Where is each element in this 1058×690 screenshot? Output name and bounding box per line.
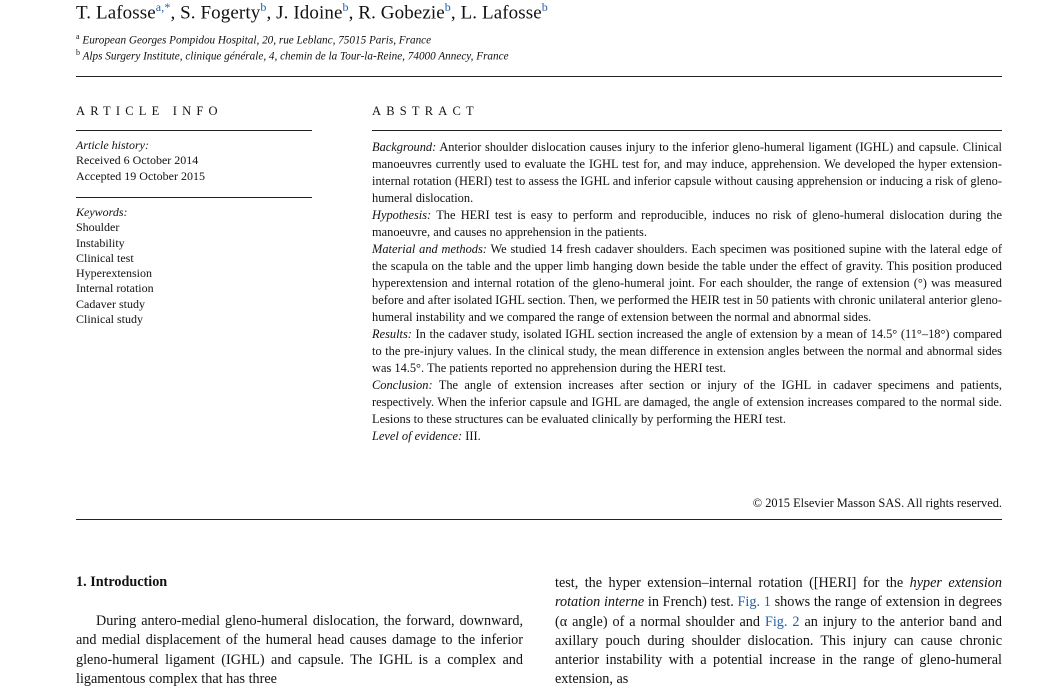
author-name[interactable]: J. Idoine	[276, 2, 343, 24]
author-affil-sup[interactable]: b	[260, 0, 267, 14]
author-name[interactable]: L. Lafosse	[460, 2, 542, 24]
keywords-label: Keywords:	[76, 205, 128, 219]
author-affil-sup[interactable]: b	[342, 0, 349, 14]
article-history	[76, 138, 312, 184]
figure-1-link[interactable]: Fig. 1	[737, 594, 771, 611]
affiliation-a: $^a$ European Georges Pompidou Hospital, 20, rue Leblanc, 75015 Paris, France	[76, 32, 432, 47]
abstract-hypothesis: Hypothesis: The HERI test is easy to perform and reproducible, induces no risk of gleno-humeral dislocation during the manoeuvre, and causes no apprehension in the patients.	[372, 208, 1002, 239]
author-affil-sup[interactable]: a,*	[155, 0, 171, 14]
article-info-divider	[76, 130, 312, 131]
abstract-level-of-evidence: Level of evidence: III.	[372, 429, 481, 443]
article-info-heading: ARTICLE INFO	[76, 104, 223, 118]
abstract-heading: ABSTRACT	[372, 104, 479, 118]
abstract-methods: Material and methods: We studied 14 fresh cadaver shoulders. Each specimen was positioned supine with the lateral edge of the scapula on the table and the upper limb hanging down beside the table under the effect of gravity. This position produced hyperextension and internal rotation of the gleno-humeral joint. For each shoulder, the range of extension (°) was measured before and after isolated IGHL section. Then, we performed the HEIR test in 50 patients with chronic unilateral anterior gleno-humeral instability and we compared the range of extension between the normal and abnormal sides.	[372, 242, 1002, 324]
keyword: Hyperextension	[76, 266, 152, 281]
intro-paragraph: During antero-medial gleno-humeral dislocation, the forward, downward, and medial displacement of the humeral head causes damage to the inferior gleno-humeral ligament (IGHL) and capsule. The IGHL is a complex and ligamentous complex that has three	[76, 613, 523, 687]
keyword: Shoulder	[76, 220, 120, 235]
author-affil-sup[interactable]: b	[444, 0, 451, 14]
intro-paragraph-right: test, the hyper extension–internal rotation ([HERI] for the hyper extension rotation interne in French) test. Fig. 1 shows the range of extension in degrees (α angle) of a normal shoulder and Fig. 2 an injury to the anterior band and axillary pouch during shoulder dislocation. This injury can cause chronic anterior instability with a potential increase in the range of gleno-humeral extension, as	[555, 575, 1002, 688]
author-name[interactable]: T. Lafosse	[76, 2, 156, 24]
affiliation-b: $^b$ Alps Surgery Institute, clinique générale, 4, chemin de la Tour-la-Reine, 74000 Annecy, France	[76, 48, 509, 63]
keyword: Clinical study	[76, 312, 143, 327]
abstract-background: Background: Anterior shoulder dislocation causes injury to the inferior gleno-humeral ligament (IGHL) and capsule. Clinical manoeuvres currently used to evaluate the IGHL test for, and may induce, apprehension. We developed the hyper extension-internal rotation (HERI) test to assess the IGHL and inferior capsule without causing apprehension or inducing a risk of gleno-humeral dislocation.	[372, 140, 1002, 205]
header-divider	[76, 76, 1002, 77]
keywords	[76, 205, 312, 327]
copyright-notice: © 2015 Elsevier Masson SAS. All rights reserved.	[752, 496, 1002, 510]
section-heading-introduction: 1. Introduction	[76, 574, 168, 590]
keyword: Clinical test	[76, 250, 134, 265]
keywords-divider	[76, 197, 312, 198]
author-list: T. Lafosse$^{a,*}$, S. Fogerty$^b$, J. Idoine$^b$, R. Gobezie$^b$, L. Lafosse$^b$	[76, 0, 548, 24]
abstract-bottom-divider	[76, 519, 1002, 520]
intro-right-column	[555, 574, 1002, 690]
keyword: Instability	[76, 235, 125, 250]
author-name[interactable]: R. Gobezie	[358, 2, 445, 24]
author-affil-sup[interactable]: b	[541, 0, 548, 14]
intro-left-column	[76, 612, 523, 689]
accepted-date: Accepted 19 October 2015	[76, 168, 205, 183]
history-label: Article history:	[76, 138, 149, 152]
received-date: Received 6 October 2014	[76, 153, 199, 168]
keyword: Internal rotation	[76, 281, 154, 296]
abstract-conclusion: Conclusion: The angle of extension increases after section or injury of the IGHL in cadaver specimens and patients, respectively. When the inferior capsule and IGHL are damaged, the angle of extension increases compared to the normal side. Lesions to these structures can be evaluated clinically by performing the HERI test.	[372, 378, 1002, 426]
figure-2-link[interactable]: Fig. 2	[764, 613, 800, 630]
author-name[interactable]: S. Fogerty	[180, 2, 261, 24]
abstract-results: Results: In the cadaver study, isolated IGHL section increased the angle of extension by a mean of 14.5° (11°–18°) compared to the pre-injury values. In the clinical study, the mean difference in extension angles between the normal and abnormal sides was 14.5°. The patients reported no apprehension during the HERI test.	[372, 327, 1002, 375]
abstract-divider	[372, 130, 1002, 131]
keyword: Cadaver study	[76, 296, 145, 311]
abstract-body	[372, 139, 1002, 445]
